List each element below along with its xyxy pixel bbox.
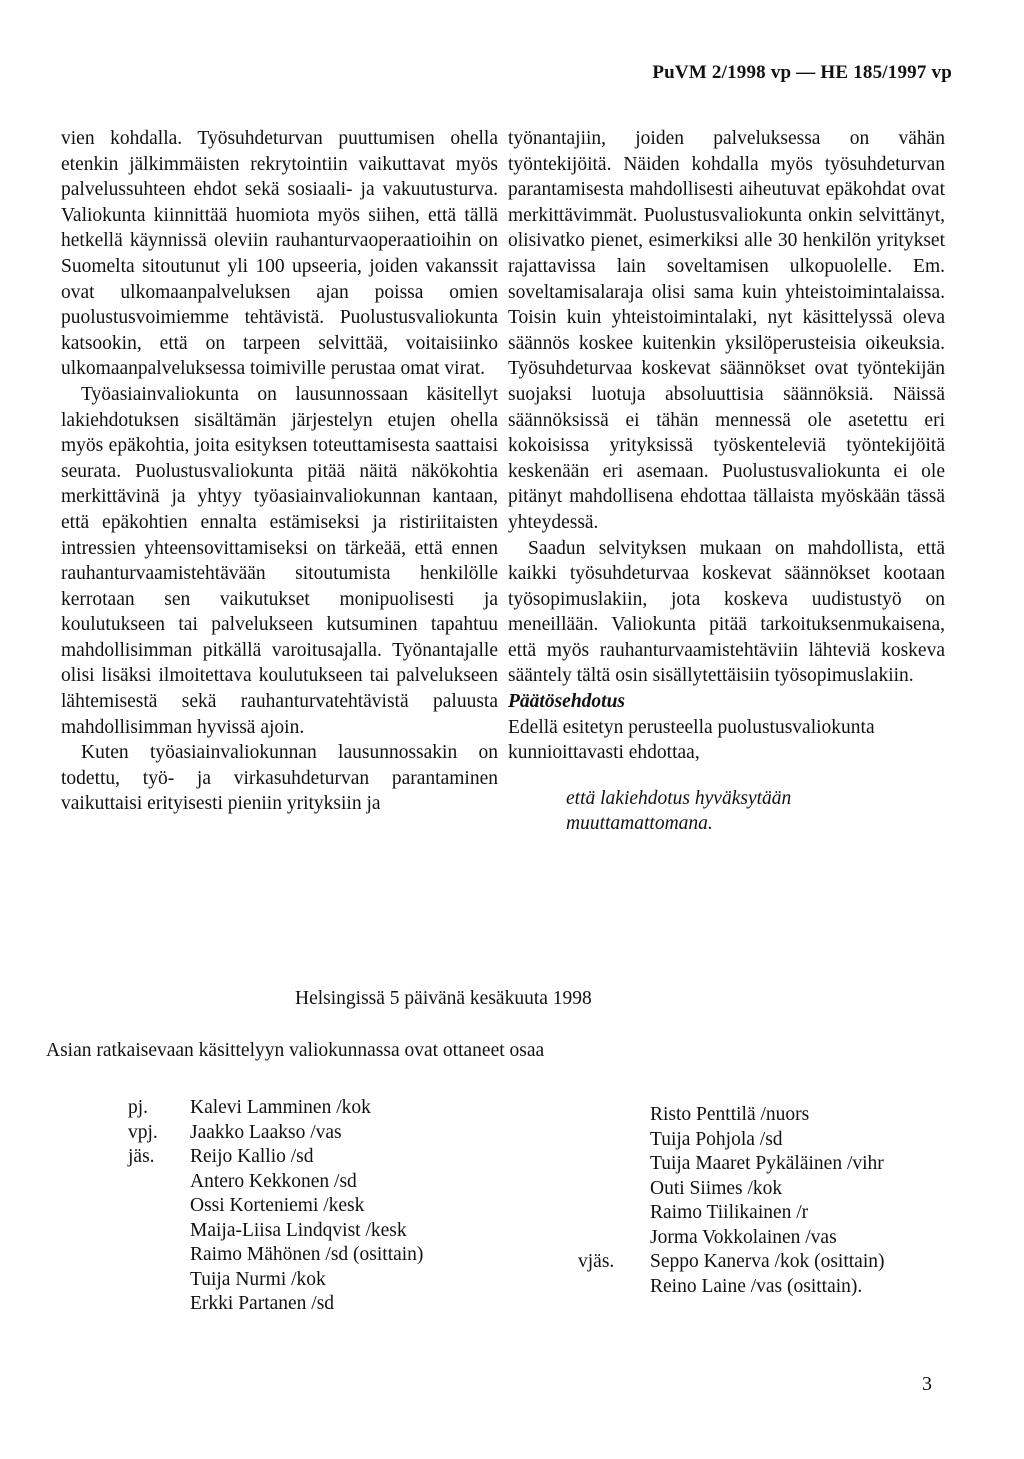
member-row: [128, 1292, 423, 1317]
body-paragraph: Kuten työasiainvaliokunnan lausunnossakin on todettu, työ- ja virkasuhdeturvan parantaminen vaikuttaisi erityisesti pieniin yrityksiin ja: [61, 742, 498, 815]
member-name: Reino Laine /vas (osittain).: [650, 1275, 863, 1297]
member-name: Seppo Kanerva /kok (osittain): [650, 1251, 885, 1272]
member-row: [128, 1268, 423, 1293]
member-name: Erkki Partanen /sd: [190, 1293, 335, 1314]
member-name: Tuija Nurmi /kok: [190, 1268, 326, 1290]
member-role: [128, 1292, 190, 1317]
section-heading: Päätösehdotus: [508, 691, 626, 713]
member-name: Raimo Tiilikainen /r: [650, 1202, 809, 1223]
member-role: [578, 1275, 650, 1300]
left-column: [61, 126, 498, 817]
proposal-quote: että lakiehdotus hyväksytään muuttamattomana.: [566, 787, 792, 835]
member-role: pj.: [128, 1097, 149, 1118]
member-name: Jaakko Laakso /vas: [190, 1121, 342, 1143]
member-name: Outi Siimes /kok: [650, 1177, 783, 1199]
member-role: [128, 1194, 190, 1219]
body-paragraph: Työasiainvaliokunta on lausunnossaan käsitellyt lakiehdotuksen sisältämän järjestelyn etujen ohella myös epäkohtia, joita esityksen toteuttamisesta saattaisi seurata. Puolustusvaliokunta pitää näitä näkökohtia merkittävinä ja yhtyy työasiainvaliokunnan kantaan, että epäkohtien ennalta estämiseksi ja ristiriitaisten intressien yhteensovittamiseksi on tärkeää, että ennen rauhanturvaamistehtävään sitoutumista henkilölle kerrotaan sen vaikutukset monipuolisesti ja koulutukseen tai palvelukseen kutsuminen tapahtuu mahdollisimman pitkällä varoitusajalla. Työnantajalle olisi lisäksi ilmoitettava koulutukseen tai palvelukseen lähtemisestä sekä rauhanturvatehtävistä paluusta mahdollisimman hyvissä ajoin.: [61, 383, 498, 738]
member-name: Antero Kekkonen /sd: [190, 1170, 357, 1192]
running-head: PuVM 2/1998 vp — HE 185/1997 vp: [652, 62, 952, 83]
member-name: Kalevi Lamminen /kok: [190, 1097, 371, 1118]
member-name: Maija-Liisa Lindqvist /kesk: [190, 1219, 407, 1241]
member-role: [578, 1177, 650, 1202]
member-name: Raimo Mähönen /sd (osittain): [190, 1244, 424, 1265]
body-paragraph: vien kohdalla. Työsuhdeturvan puuttumisen ohella etenkin jälkimmäisten rekrytointiin vaikuttavat myös palvelussuhteen ehdot sekä sosiaali- ja vakuutusturva. Valiokunta kiinnittää huomiota myös siihen, että tällä hetkellä käynnissä oleviin rauhanturvaoperaatioihin on Suomelta sitoutunut yli 100 upseeria, joiden vakanssit ovat ulkomaanpalveluksen ajan poissa omien puolustusvoimiemme tehtävistä. Puolustusvaliokunta katsookin, että on tarpeen selvittää, voitaisiinko ulkomaanpalveluksessa toimiville perustaa omat virat.: [61, 128, 498, 380]
member-role: [128, 1219, 190, 1244]
member-row: [578, 1103, 885, 1128]
member-row: [128, 1170, 423, 1195]
member-name: Ossi Korteniemi /kesk: [190, 1195, 365, 1216]
member-row: [128, 1145, 423, 1170]
member-role: vpj.: [128, 1121, 158, 1143]
member-role: [578, 1226, 650, 1251]
participants-intro: Asian ratkaisevaan käsittelyyn valiokunnassa ovat ottaneet osaa: [46, 1040, 545, 1061]
member-role: [578, 1201, 650, 1226]
member-role: [128, 1268, 190, 1293]
member-list-right: [578, 1103, 885, 1299]
member-row: [578, 1250, 885, 1275]
member-row: [128, 1219, 423, 1244]
member-name: Risto Penttilä /nuors: [650, 1104, 810, 1125]
member-role: [578, 1152, 650, 1177]
place-date: Helsingissä 5 päivänä kesäkuuta 1998: [295, 988, 592, 1009]
member-row: [578, 1152, 885, 1177]
member-row: [578, 1128, 885, 1153]
member-row: [128, 1243, 423, 1268]
body-paragraph: työnantajiin, joiden palveluksessa on vähän työntekijöitä. Näiden kohdalla myös työsuhdeturvan parantamisesta mahdollisesti aiheutuvat epäkohdat ovat merkittävimmät. Puolustusvaliokunta onkin selvittänyt, olisivatko pienet, esimerkiksi alle 30 henkilön yritykset rajattavissa lain soveltamisen ulkopuolelle. Em. soveltamisalaraja olisi sama kuin yhteistoimintalaissa. Toisin kuin yhteistoimintalaki, nyt käsittelyssä oleva säännös koskee kuitenkin yksilöperusteisia oikeuksia. Työsuhdeturvaa koskevat säännökset ovat työntekijän suojaksi luotuja absoluuttisia säännöksiä. Näissä säännöksissä ei tähän mennessä ole asetettu eri kokoisissa yrityksissä työskenteleviä työntekijöitä keskenään eri asemaan. Puolustusvaliokunta ei ole pitänyt mahdollisena ehdottaa tällaista myöskään tässä yhteydessä.: [508, 128, 945, 533]
member-row: [128, 1096, 423, 1121]
member-row: [578, 1226, 885, 1251]
proposal-text: Edellä esitetyn perusteella puolustusvaliokunta kunnioittavasti ehdottaa,: [508, 716, 875, 764]
member-name: Jorma Vokkolainen /vas: [650, 1226, 837, 1248]
member-name: Tuija Maaret Pykäläinen /vihr: [650, 1153, 884, 1174]
member-role: vjäs.: [578, 1251, 615, 1272]
member-row: [578, 1201, 885, 1226]
member-role: [578, 1128, 650, 1153]
member-row: [578, 1275, 885, 1300]
member-row: [578, 1177, 885, 1202]
member-role: jäs.: [128, 1146, 155, 1167]
member-row: [128, 1194, 423, 1219]
member-role: [128, 1243, 190, 1268]
member-list-left: [128, 1096, 423, 1317]
member-name: Tuija Pohjola /sd: [650, 1128, 783, 1150]
member-row: [128, 1121, 423, 1146]
member-role: [128, 1170, 190, 1195]
body-paragraph: Saadun selvityksen mukaan on mahdollista, että kaikki työsuhdeturvaa koskevat säännökset kootaan työsopimuslakiin, jota koskeva uudistustyö on meneillään. Valiokunta pitää tarkoituksenmukaisena, että myös rauhanturvaamistehtäviin lähteviä koskeva sääntely tältä osin sisällytettäisiin työsopimuslakiin.: [508, 537, 945, 687]
member-name: Reijo Kallio /sd: [190, 1146, 314, 1167]
member-role: [578, 1103, 650, 1128]
right-column: [508, 126, 945, 837]
page-number: 3: [922, 1373, 932, 1395]
